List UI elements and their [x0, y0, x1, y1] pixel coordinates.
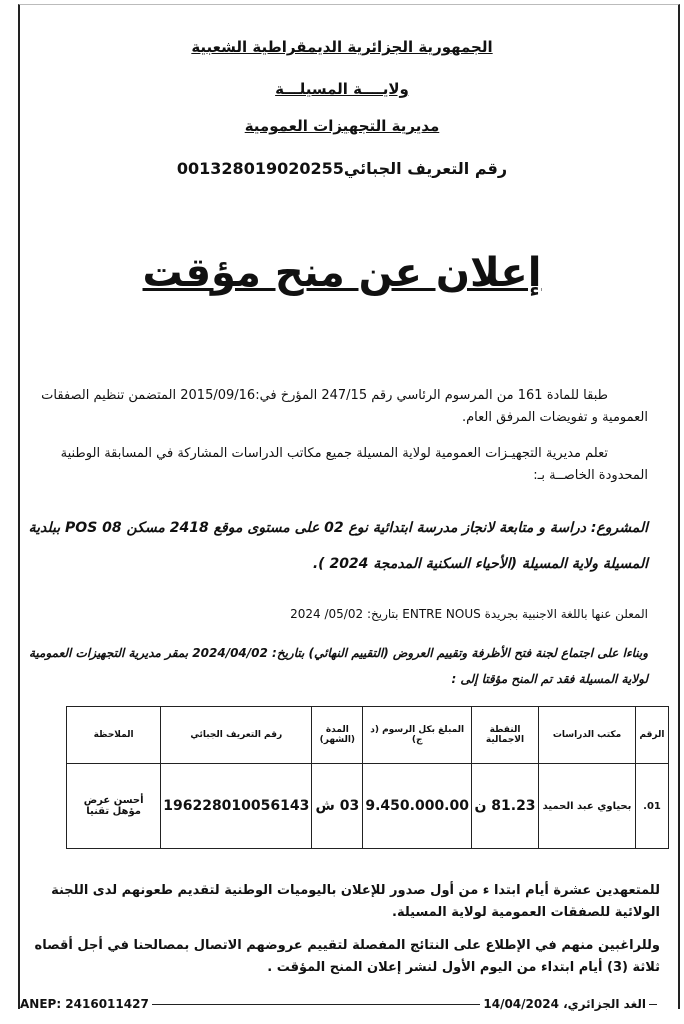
- cell-tax-id: 196228010056143: [161, 764, 312, 849]
- table-row: [67, 764, 669, 849]
- page-border: [18, 4, 680, 1009]
- award-table: [66, 706, 669, 849]
- results-paragraph: وللراغبين منهم في الإطلاع على النتائج المفصلة لتقييم عروضهم الاتصال بمصالحنا في أجل أقصاه ثلاثة (3) أيام ابتداء من اليوم الأول لنشر إعلان المنح المؤقت .: [34, 938, 660, 975]
- notice-paragraph: تعلم مديرية التجهيـزات العمومية لولاية المسيلة جميع مكاتب الدراسات المشاركة في المسابقة الوطنية المحدودة الخاصــة بـ:: [60, 446, 648, 483]
- wilaya-heading: ولايــــة المسيلـــة: [275, 80, 409, 98]
- header-office: مكتب الدراسات: [539, 707, 636, 764]
- tax-id: رقم التعريف الجبائي001328019020255: [176, 159, 508, 178]
- header-tax-id: رقم التعريف الجبائي: [161, 707, 312, 764]
- footer-divider-end: [649, 1004, 657, 1005]
- appeal-paragraph: للمتعهدين عشرة أيام ابتدا ء من أول صدور للإعلان باليوميات الوطنية لتقديم طعونهم لدى اللجنة الولائية للصفقات العمومية لولاية المسيلة.: [51, 883, 660, 920]
- cell-office: بحياوي عبد الحميد: [539, 764, 636, 849]
- cell-amount: 9.450.000.00: [363, 764, 472, 849]
- cell-number: 01.: [636, 764, 669, 849]
- republic-heading: الجمهورية الجزائرية الديمقراطية الشعبية: [191, 38, 493, 56]
- newspaper-date: الغد الجزائري، 14/04/2024: [483, 997, 646, 1011]
- header-amount: المبلغ بكل الرسوم (د ج): [363, 707, 472, 764]
- cell-duration: 03 ش: [312, 764, 363, 849]
- header-remark: الملاحظة: [67, 707, 161, 764]
- footer: [20, 997, 660, 1011]
- table-header-row: [67, 707, 669, 764]
- publication-paragraph: المعلن عنها باللغة الاجنبية بجريدة ENTRE NOUS بتاريخ: 05/02/ 2024: [290, 607, 648, 621]
- legal-paragraph: طبقا للمادة 161 من المرسوم الرئاسي رقم 247/15 المؤرخ في:2015/09/16 المتضمن تنظيم الصفقات العمومية و تفويضات المرفق العام.: [41, 388, 648, 425]
- footer-divider: [152, 1004, 481, 1005]
- header-duration: المدة (الشهر): [312, 707, 363, 764]
- meeting-paragraph: وبناءا على اجتماع لجنة فتح الأظرفة وتقييم العروض (التقييم النهائي) بتاريخ: 2024/04/02 بمقر مديرية التجهيزات العمومية لولاية المسيلة فقد تم المنح مؤقتا إلى :: [28, 646, 648, 686]
- cell-remark: أحسن عرض مؤهل تقنيا: [67, 764, 161, 849]
- header-score: النقطة الاجمالية: [472, 707, 539, 764]
- cell-score: 81.23 ن: [472, 764, 539, 849]
- anep-reference: ANEP: 2416011427: [20, 997, 149, 1011]
- directorate-heading: مديرية التجهيزات العمومية: [244, 117, 440, 135]
- project-paragraph: المشروع: دراسة و متابعة لانجاز مدرسة ابتدائية نوع 02 على مستوى موقع 2418 مسكن POS 08 ببلدية المسيلة ولاية المسيلة (الأحياء السكنية المدمجة 2024 ).: [28, 520, 648, 572]
- header-number: الرقم: [636, 707, 669, 764]
- announcement-title: إعلان عن منح مؤقت: [142, 250, 542, 296]
